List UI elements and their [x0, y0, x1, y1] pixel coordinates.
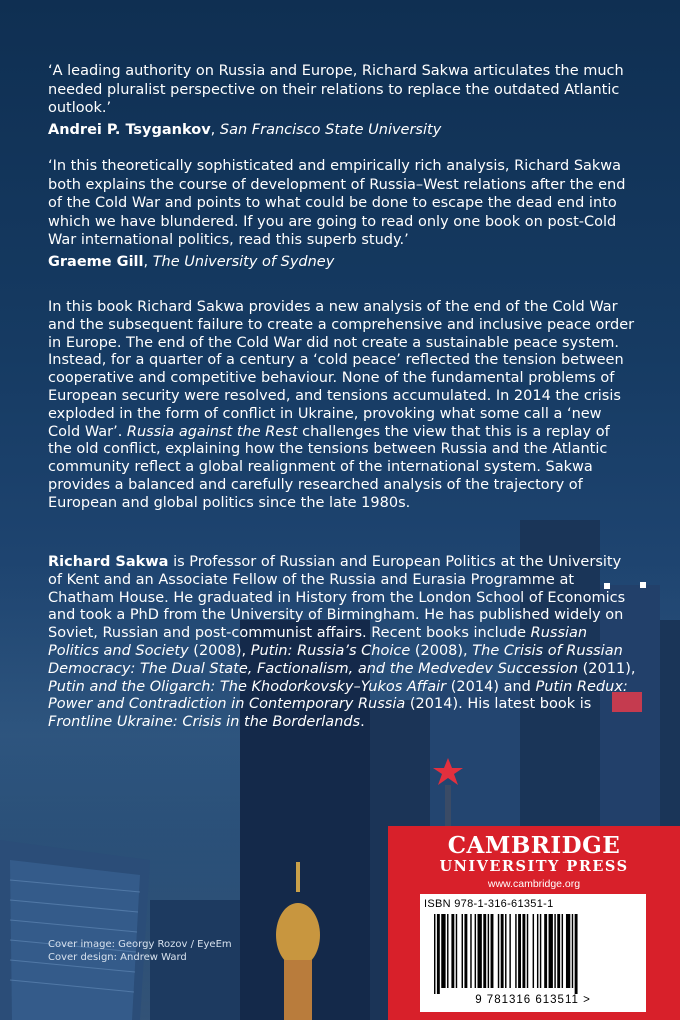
quote-text: ‘A leading authority on Russia and Europe, Richard Sakwa articulates the much needed pluralist perspective on their relations to replace the outdated Atlantic outlook.’ — [48, 63, 624, 116]
bio-book-title: The Crisis of Russian Democracy: The Dual State, Factionalism, and the Medvedev Succession — [48, 642, 623, 677]
quote-text: ‘In this theoretically sophisticated and empirically rich analysis, Richard Sakwa both explains the course of development of Russia–West relations after the end of the Cold War and points to what could be done to escape the dead end into which we have blundered. If you are going to read only one book on post-Cold War international politics, read this superb study.’ — [48, 158, 626, 248]
cover-credits — [48, 938, 232, 964]
bio-text: (2008), — [410, 642, 473, 659]
book-description — [48, 299, 638, 513]
barcode-icon — [432, 914, 634, 994]
bio-text: (2014) and — [446, 678, 536, 695]
bio-text: (2008), — [188, 642, 251, 659]
bio-text: (2014). His latest book is — [405, 696, 592, 713]
bio-text: . — [360, 714, 365, 731]
author-bio — [48, 554, 638, 732]
quote-author: Andrei P. Tsygankov — [48, 121, 211, 138]
bio-author-name: Richard Sakwa — [48, 554, 169, 570]
bio-book-title: Russian Politics and Society — [48, 625, 588, 659]
cover-design-credit: Cover design: Andrew Ward — [48, 952, 187, 963]
quote-affiliation: San Francisco State University — [219, 121, 442, 138]
bio-book-title: Putin and the Oligarch: The Khodorkovsky–Yukos Affair — [48, 678, 447, 695]
review-quote-2 — [48, 157, 638, 272]
quote-author: Graeme Gill — [48, 253, 144, 270]
quote-affiliation: The University of Sydney — [152, 253, 335, 270]
publisher-block — [388, 826, 680, 1020]
bio-book-title: Putin: Russia’s Choice — [250, 642, 411, 659]
review-quote-1 — [48, 62, 638, 140]
bio-text: is Professor of Russian and European Politics at the University of Kent and an Associate Fellow of the Russia and Eurasia Programme at Chatham House. He graduated in History from the London School of Economics and took a PhD from the University of Birmingham. He has published widely on Soviet, Russian and post-communist affairs. Recent books include — [48, 554, 626, 642]
cover-image-credit: Cover image: Georgy Rozov / EyeEm — [48, 939, 232, 950]
description-part2: challenges the view that this is a replay of the old conflict, explaining how the tensions between Russia and the Atlantic community reflect a global realignment of the international system. Sakwa provides a balanced and carefully researched analysis of the trajectory of European and global politics since the late 1980s. — [48, 423, 610, 511]
description-part1: In this book Richard Sakwa provides a new analysis of the end of the Cold War and the subsequent failure to create a comprehensive and inclusive peace order in Europe. The end of the Cold War did not create a sustainable peace system. Instead, for a quarter of a century a ‘cold peace’ reflected the tension between cooperative and competitive behaviour. None of the fundamental problems of European security were resolved, and tensions accumulated. In 2014 the crisis exploded in the form of conflict in Ukraine, provoking what some call a ‘new Cold War’. — [48, 299, 635, 440]
publisher-name: CAMBRIDGE — [447, 832, 621, 859]
barcode-box — [420, 894, 646, 1012]
isbn-label: ISBN 978-1-316-61351-1 — [424, 898, 554, 910]
bio-text: (2011), — [578, 660, 636, 677]
publisher-url: www.cambridge.org — [487, 878, 581, 890]
description-book-title: Russia against the Rest — [126, 423, 298, 440]
bio-book-title: Frontline Ukraine: Crisis in the Borderlands — [48, 714, 361, 731]
publisher-press: UNIVERSITY PRESS — [439, 858, 629, 875]
quote-attribution: Andrei P. Tsygankov, San Francisco State University — [48, 121, 442, 138]
bio-book-title: Putin Redux: Power and Contradiction in Contemporary Russia — [48, 678, 628, 713]
barcode-digits: 9 781316 613511 > — [475, 994, 591, 1006]
quote-attribution: Graeme Gill, The University of Sydney — [48, 253, 335, 270]
